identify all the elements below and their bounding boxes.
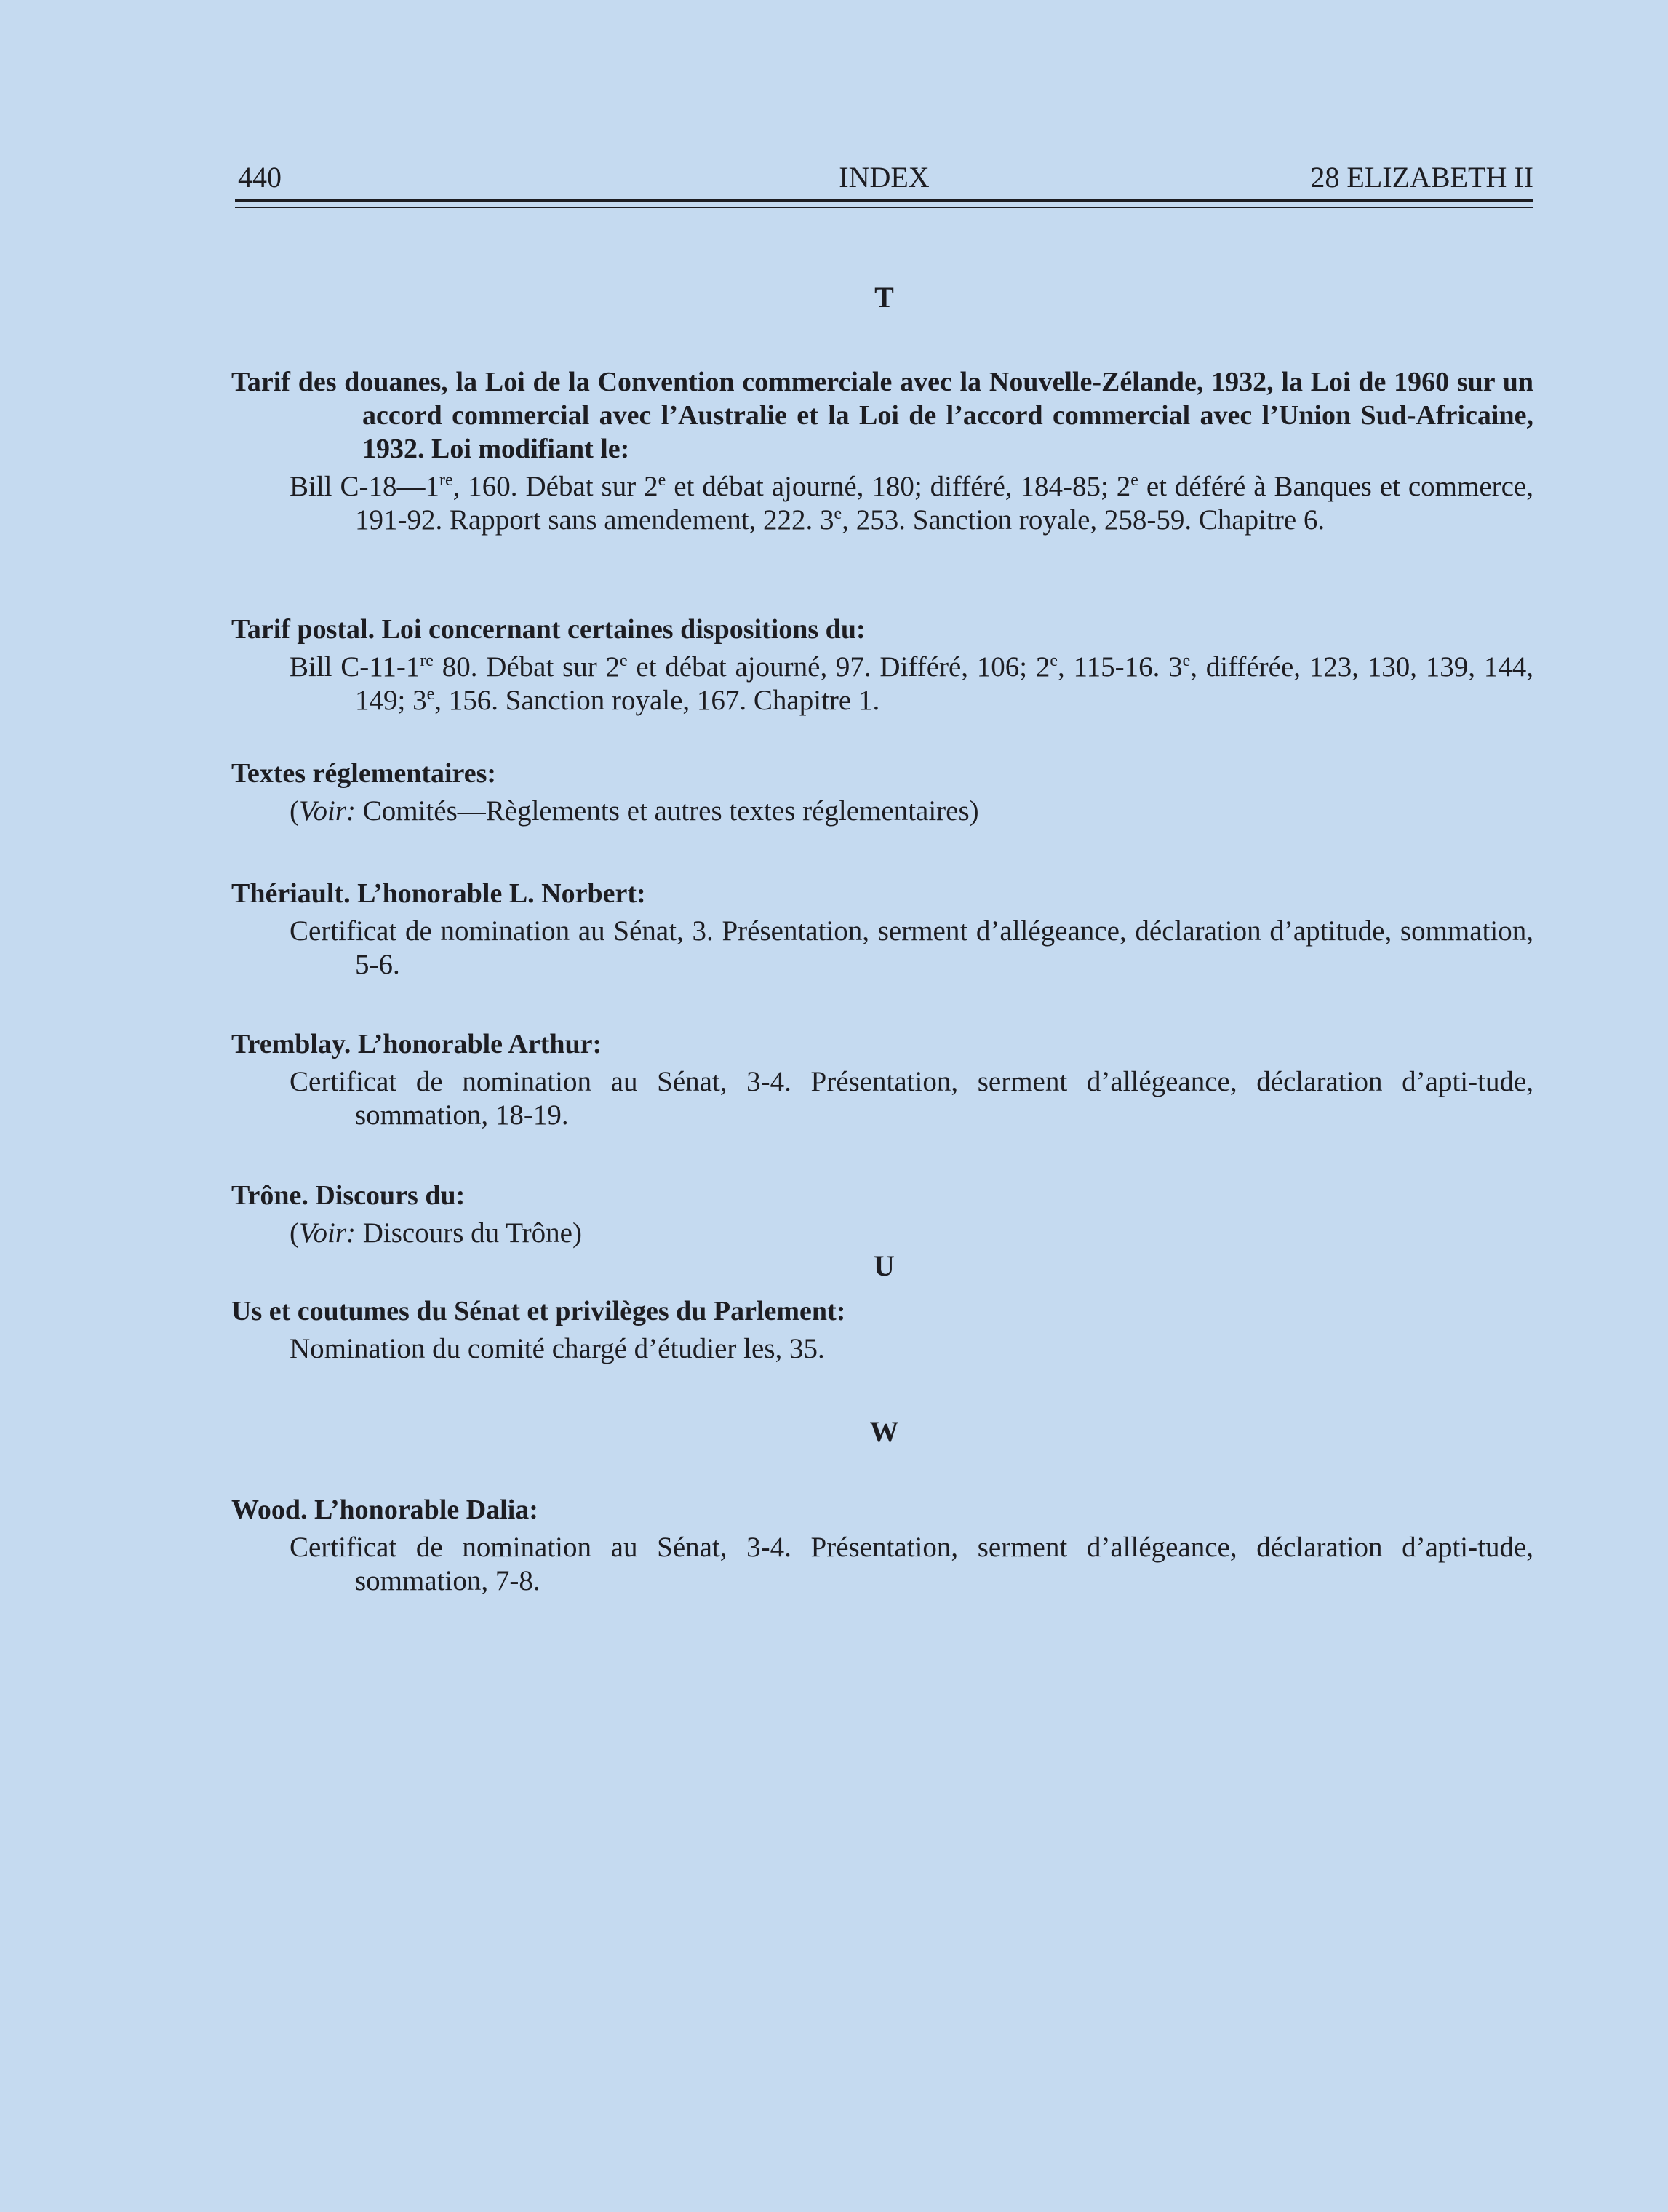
entry-heading: Trône. Discours du: <box>231 1180 466 1211</box>
see-reference: (Voir: Discours du Trône) <box>290 1217 582 1249</box>
index-entry-tremblay <box>231 1027 1533 1132</box>
entry-heading: Wood. L’honorable Dalia: <box>231 1495 538 1525</box>
index-entry-us-et-coutumes <box>231 1294 1533 1366</box>
index-entry-trone <box>231 1179 1533 1250</box>
entry-heading: Textes réglementaires: <box>231 758 497 789</box>
volume-label: 28 ELIZABETH II <box>1310 161 1533 194</box>
section-letter-t: T <box>874 281 894 314</box>
entry-text: Certificat de nomination au Sénat, 3-4. Présentation, serment d’allégeance, déclaration d’apti-tude, sommation, 18-19. <box>290 1066 1533 1131</box>
header-rule-bottom <box>235 207 1533 208</box>
index-entry-wood <box>231 1493 1533 1598</box>
index-entry-tarif-douanes <box>231 365 1533 537</box>
entry-heading: Tarif des douanes, la Loi de la Convention commerciale avec la Nouvelle-Zélande, 1932, la Loi de 1960 sur un accord commercial avec l’Australie et la Loi de l’accord commercial avec l’Union Sud-Africaine, 1932. Loi modifiant le: <box>231 367 1533 464</box>
entry-heading: Tarif postal. Loi concernant certaines dispositions du: <box>231 614 866 645</box>
running-title: INDEX <box>839 161 930 194</box>
page-number: 440 <box>238 161 282 194</box>
index-entry-textes-reglementaires <box>231 757 1533 828</box>
entry-heading: Tremblay. L’honorable Arthur: <box>231 1029 602 1059</box>
entry-text: Certificat de nomination au Sénat, 3. Présentation, serment d’allégeance, déclaration d’aptitude, sommation, 5-6. <box>290 915 1533 980</box>
entry-text: Bill C-11-1re 80. Débat sur 2e et débat ajourné, 97. Différé, 106; 2e, 115-16. 3e, différée, 123, 130, 139, 144, 149; 3e, 156. Sanction royale, 167. Chapitre 1. <box>290 651 1534 716</box>
section-letter-u: U <box>874 1249 895 1282</box>
entry-text: Nomination du comité chargé d’étudier les, 35. <box>290 1333 825 1364</box>
entry-text: Certificat de nomination au Sénat, 3-4. Présentation, serment d’allégeance, déclaration d’apti-tude, sommation, 7-8. <box>290 1532 1533 1596</box>
entry-text: Bill C-18—1re, 160. Débat sur 2e et débat ajourné, 180; différé, 184-85; 2e et déféré à Banques et commerce, 191-92. Rapport sans amendement, 222. 3e, 253. Sanction royale, 258-59. Chapitre 6. <box>290 471 1533 536</box>
index-entry-theriault <box>231 877 1533 982</box>
entry-heading: Us et coutumes du Sénat et privilèges du Parlement: <box>231 1296 846 1326</box>
entry-heading: Thériault. L’honorable L. Norbert: <box>231 878 646 909</box>
header-rule-top <box>235 199 1533 202</box>
index-entry-tarif-postal <box>231 613 1533 717</box>
page-header <box>235 146 1533 196</box>
see-reference: (Voir: Comités—Règlements et autres textes réglementaires) <box>290 795 979 827</box>
section-letter-w: W <box>869 1415 899 1448</box>
